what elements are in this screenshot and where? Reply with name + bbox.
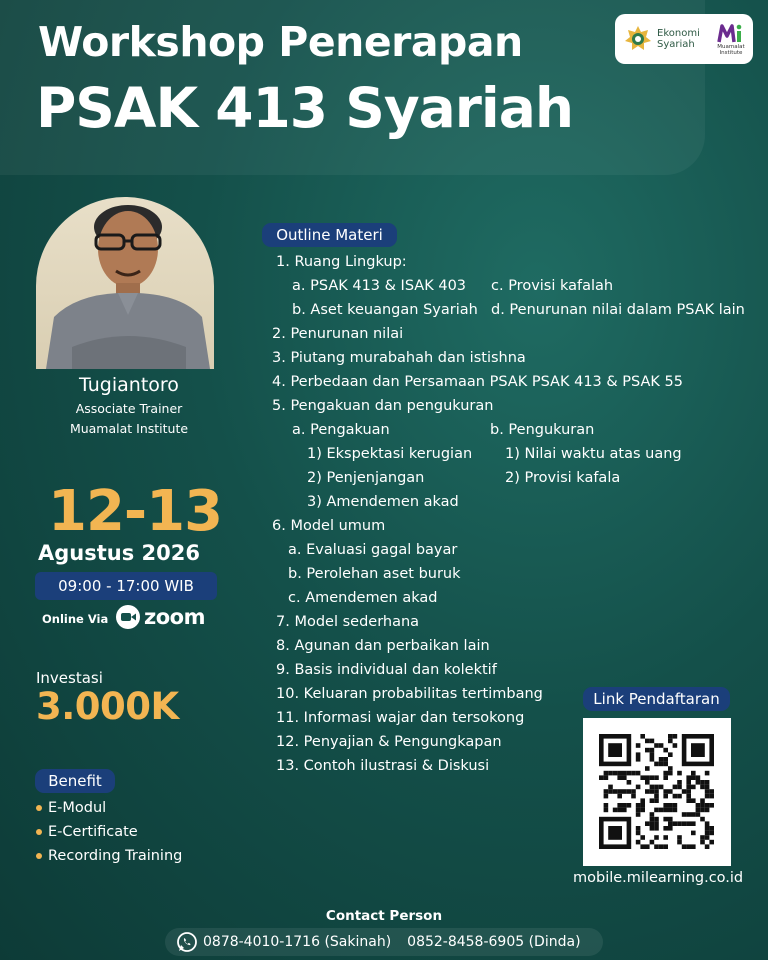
ekonomi-syariah-logo-text [657,28,705,50]
speaker-photo [36,197,214,369]
contact-title: Contact Person [325,908,443,924]
outline-line: d. Penurunan nilai dalam PSAK lain [491,302,745,318]
outline-line: a. Pengakuan [292,422,390,438]
outline-line: 4. Perbedaan dan Persamaan PSAK PSAK 413 & PSAK 55 [272,374,683,390]
outline-line: c. Provisi kafalah [491,278,614,294]
contact-phone-2[interactable]: 0852-8458-6905 (Dinda) [407,934,581,950]
outline-line: 1. Ruang Lingkup: [276,254,407,270]
outline-line: 8. Agunan dan perbaikan lain [276,638,490,654]
outline-line: 2. Penurunan nilai [272,326,404,342]
outline-line: 12. Penyajian & Pengungkapan [276,734,502,750]
zoom-logo [115,604,205,630]
outline-line: 1) Nilai waktu atas uang [505,446,682,462]
benefit-heading [35,769,115,793]
outline-line: 3. Piutang murabahah dan istishna [272,350,526,366]
benefit-item-label: Recording Training [48,848,183,864]
investment-price: 3.000K [36,685,179,728]
muamalat-institute-logo [717,22,745,56]
logo-text-syariah: Syariah [657,39,695,50]
benefit-item-label: E-Certificate [48,824,138,840]
ekonomi-syariah-logo-icon [623,24,653,54]
outline-line: 1) Ekspektasi kerugian [307,446,473,462]
outline-line: 9. Basis individual dan kolektif [276,662,497,678]
registration-qr-code[interactable] [583,718,731,866]
bullet-icon [36,829,42,835]
speaker-role: Associate Trainer [75,401,183,416]
outline-line: 5. Pengakuan dan pengukuran [272,398,494,414]
benefit-item [36,848,182,864]
outline-line: 13. Contoh ilustrasi & Diskusi [276,758,490,774]
outline-line: b. Perolehan aset buruk [288,566,461,582]
logo-text-ekonomi: Ekonomi [657,28,700,39]
zoom-wordmark: zoom [144,605,205,629]
outline-line: 2) Provisi kafala [505,470,621,486]
outline-line: a. PSAK 413 & ISAK 403 [292,278,467,294]
outline-heading [262,223,397,247]
bullet-icon [36,805,42,811]
zoom-camera-icon [115,604,141,630]
benefit-title: Benefit [48,772,102,790]
whatsapp-icon [177,932,197,952]
outline-line: 10. Keluaran probabilitas tertimbang [276,686,543,702]
event-date-range: 12-13 [48,479,223,544]
outline-line: c. Amendemen akad [288,590,438,606]
investment-label: Investasi [36,669,103,687]
outline-line: b. Aset keuangan Syariah [292,302,478,318]
event-time-badge [35,572,217,600]
bullet-icon [36,853,42,859]
benefit-item [36,824,138,840]
benefit-item [36,800,106,816]
partner-logos [615,14,753,64]
speaker-organization: Muamalat Institute [69,421,189,436]
benefit-item-label: E-Modul [48,800,107,816]
contact-phone-1[interactable]: 0878-4010-1716 (Sakinah) [203,934,392,950]
logo-text-muamalat: Muamalat [717,44,745,50]
registration-url[interactable]: mobile.milearning.co.id [573,870,744,886]
outline-line: 7. Model sederhana [276,614,420,630]
qr-code-icon [583,718,731,866]
event-month-year: Agustus 2026 [38,541,200,565]
outline-line: 2) Penjenjangan [307,470,425,486]
outline-line: 11. Informasi wajar dan tersokong [276,710,525,726]
registration-heading [583,687,730,711]
page-title-line-2: PSAK 413 Syariah [36,76,574,140]
outline-line: a. Evaluasi gagal bayar [288,542,458,558]
event-time: 09:00 - 17:00 WIB [58,577,194,595]
muamalat-mi-icon [717,22,745,44]
logo-text-institute: Institute [719,50,743,56]
page-title-line-1: Workshop Penerapan [38,18,523,66]
contact-bar [165,928,603,956]
outline-line: 3) Amendemen akad [307,494,459,510]
outline-line: b. Pengukuran [490,422,595,438]
speaker-silhouette [36,197,214,369]
outline-line: 6. Model umum [272,518,386,534]
speaker-name: Tugiantoro [79,374,179,396]
registration-title: Link Pendaftaran [593,690,720,708]
online-via-label: Online Via [42,612,109,626]
outline-title: Outline Materi [276,226,383,244]
